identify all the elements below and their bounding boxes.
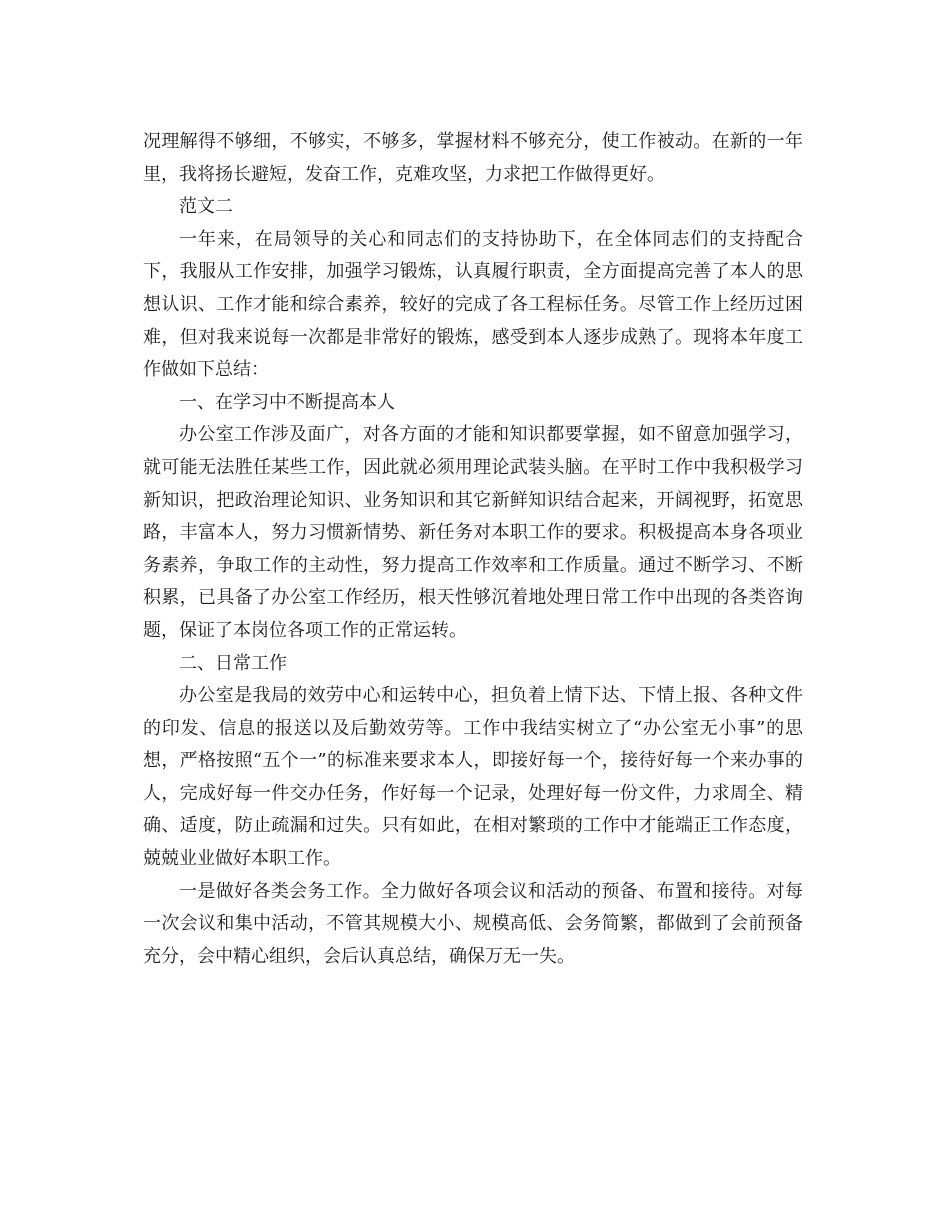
paragraph-continuation: 况理解得不够细，不够实，不够多，掌握材料不够充分，使工作被动。在新的一年里，我将扬长避短，发奋工作，克难攻坚，力求把工作做得更好。: [143, 131, 803, 185]
paragraph-daily-work: 办公室是我局的效劳中心和运转中心，担负着上情下达、下情上报、各种文件的印发、信息的报送以及后勤效劳等。工作中我结实树立了“办公室无小事”的思想，严格按照“五个一”的标准来要求本人，即接好每一个，接待好每一个来办事的人，完成好每一件交办任务，作好每一个记录，处理好每一份文件，力求周全、精确、适度，防止疏漏和过失。只有如此，在相对繁琐的工作中才能端正工作态度，兢兢业业做好本职工作。: [143, 685, 803, 870]
heading-daily-work: 二、日常工作: [179, 652, 287, 674]
paragraph-study: 办公室工作涉及面广，对各方面的才能和知识都要掌握，如不留意加强学习，就可能无法胜任某些工作，因此就必须用理论武装头脑。在平时工作中我积极学习新知识，把政治理论知识、业务知识和其它新鲜知识结合起来，开阔视野，拓宽思路，丰富本人，努力习惯新情势、新任务对本职工作的要求。积极提高本身各项业务素养，争取工作的主动性，努力提高工作效率和工作质量。通过不断学习、不断积累，已具备了办公室工作经历，根天性够沉着地处理日常工作中出现的各类咨询题，保证了本岗位各项工作的正常运转。: [143, 424, 803, 641]
paragraph-meetings: 一是做好各类会务工作。全力做好各项会议和活动的预备、布置和接待。对每一次会议和集中活动，不管其规模大小、规模高低、会务简繁，都做到了会前预备充分，会中精心组织，会后认真总结，确保万无一失。: [143, 880, 803, 967]
heading-study: 一、在学习中不断提高本人: [179, 391, 395, 413]
paragraph-intro: 一年来，在局领导的关心和同志们的支持协助下，在全体同志们的支持配合下，我服从工作安排，加强学习锻炼，认真履行职责，全方面提高完善了本人的思想认识、工作才能和综合素养，较好的完成了各工程标任务。尽管工作上经历过困难，但对我来说每一次都是非常好的锻炼，感受到本人逐步成熟了。现将本年度工作做如下总结：: [143, 228, 803, 381]
section-title-sample-two: 范文二: [179, 196, 233, 218]
document-body: [143, 126, 803, 973]
